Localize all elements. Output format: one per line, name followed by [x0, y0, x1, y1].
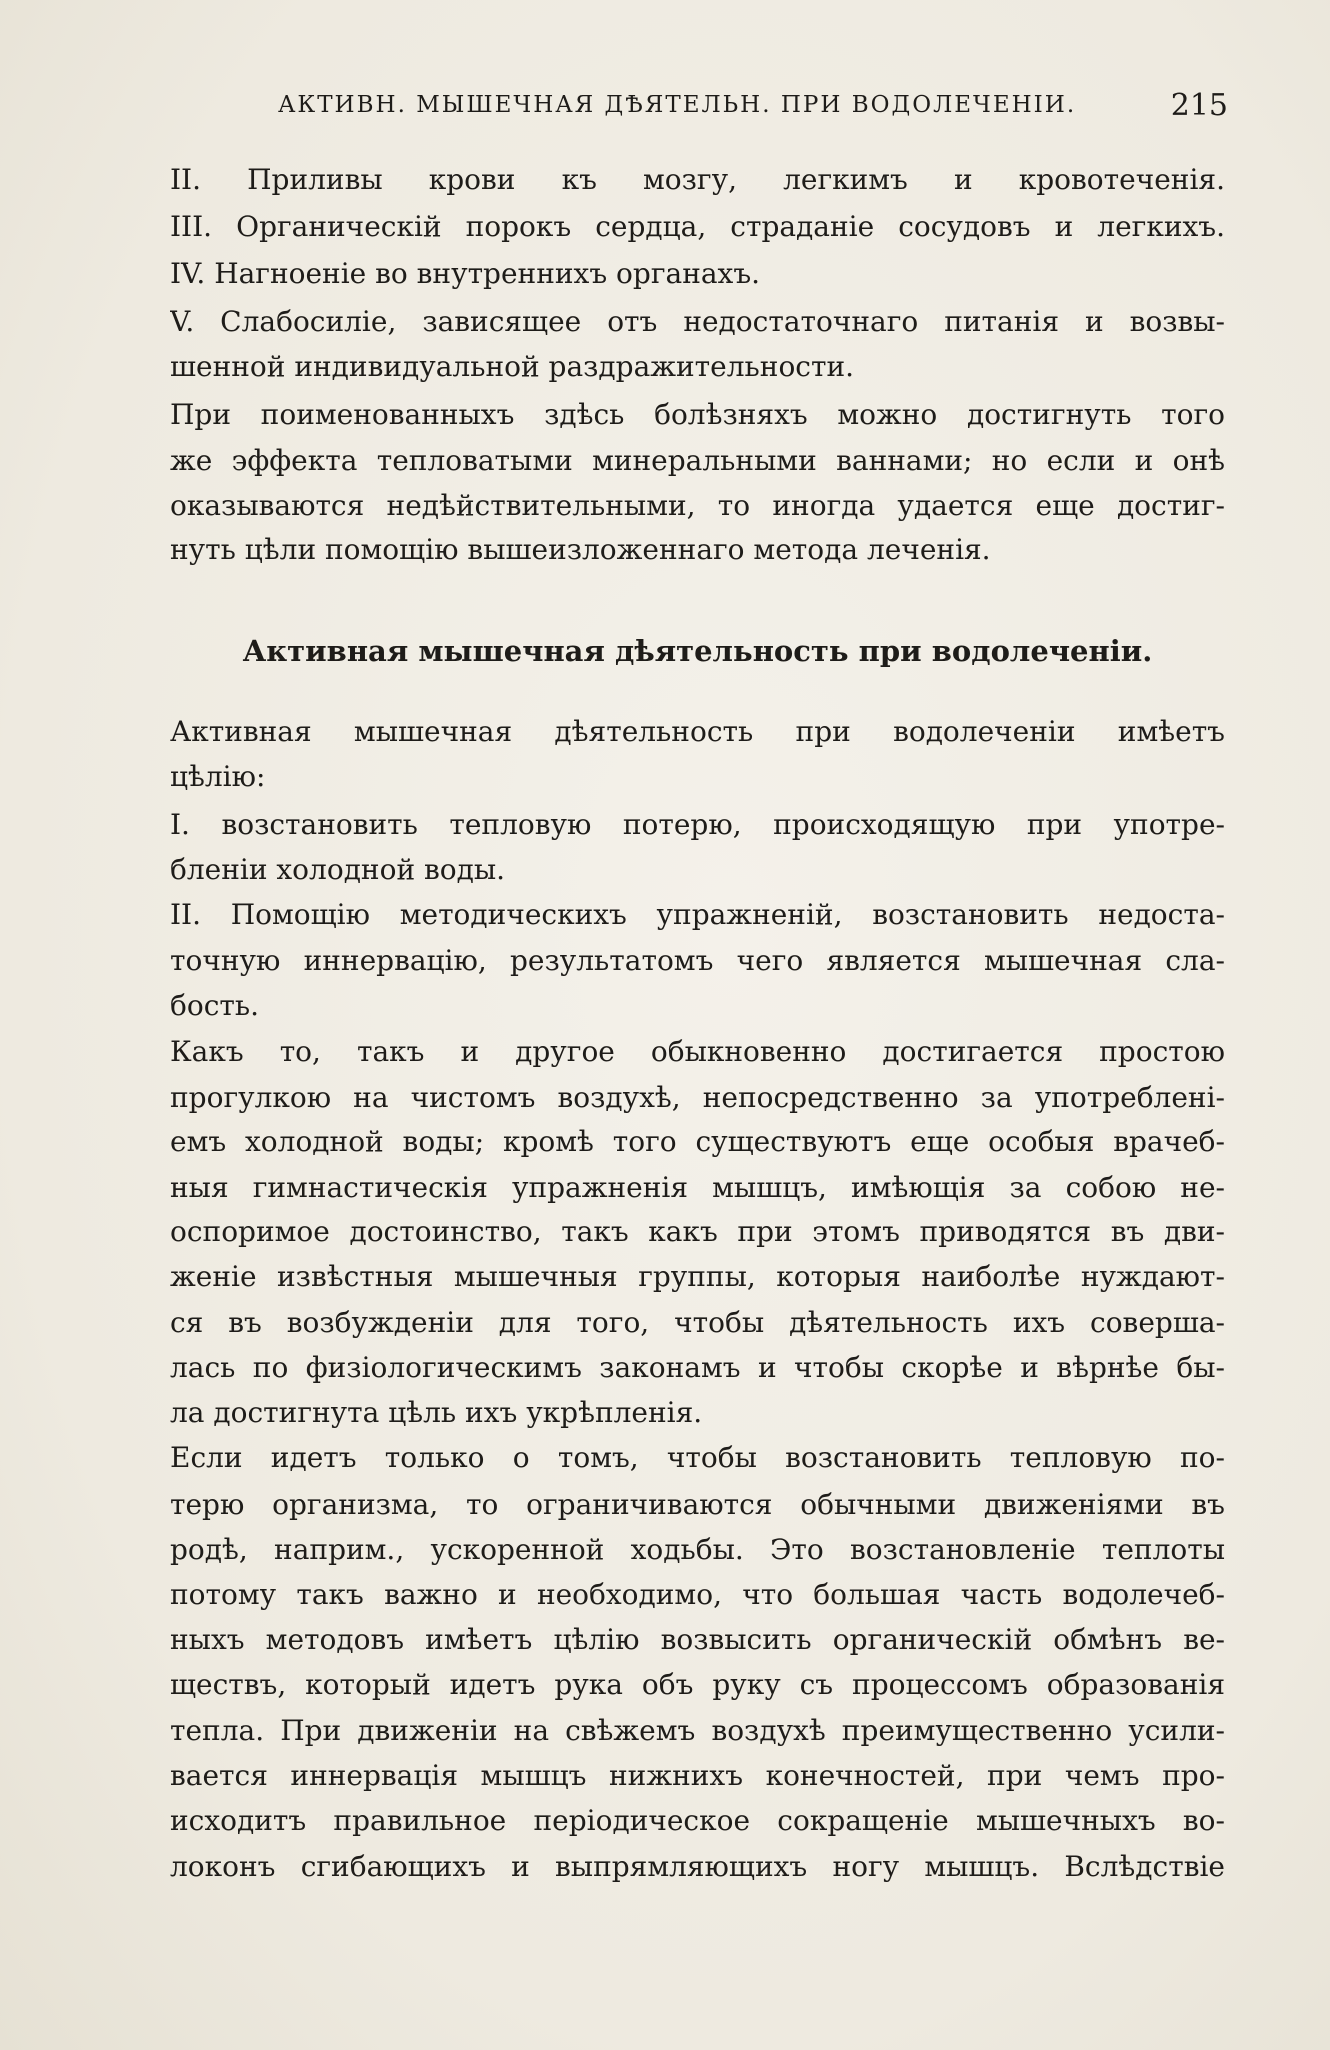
text-line: шенной индивидуальной раздражительности. [170, 350, 855, 383]
text-line: женіе извѣстныя мышечныя группы, которыя наиболѣе нуждают- [170, 1260, 1225, 1293]
text-line: бленіи холодной воды. [170, 853, 506, 886]
text-line: бость. [170, 989, 260, 1022]
text-line: оспоримое достоинство, такъ какъ при этомъ приводятся въ дви- [170, 1215, 1225, 1248]
text-line: При поименованныхъ здѣсь болѣзняхъ можно достигнуть того [170, 398, 1225, 431]
text-line: локонъ сгибающихъ и выпрямляющихъ ногу мышцъ. Вслѣдствіе [170, 1850, 1225, 1883]
running-head [170, 88, 1228, 128]
text-line: Активная мышечная дѣятельность при водолеченіи имѣетъ [170, 715, 1225, 748]
text-line: ся въ возбужденіи для того, чтобы дѣятельность ихъ соверша- [170, 1306, 1225, 1339]
text-line: I. возстановить тепловую потерю, происходящую при употре- [170, 808, 1225, 841]
text-line: нуть цѣли помощію вышеизложеннаго метода леченія. [170, 533, 991, 566]
text-line: тепла. При движеніи на свѣжемъ воздухѣ преимущественно усили- [170, 1714, 1225, 1747]
text-line: терю организма, то ограничиваются обычными движеніями въ [170, 1488, 1225, 1521]
text-line: оказываются недѣйствительными, то иногда удается еще достиг- [170, 489, 1225, 522]
section-heading: Активная мышечная дѣятельность при водолеченіи. [242, 634, 1153, 668]
text-line: потому такъ важно и необходимо, что большая часть водолечеб- [170, 1578, 1225, 1611]
text-line: родѣ, наприм., ускоренной ходьбы. Это возстановленіе теплоты [170, 1533, 1225, 1566]
text-line: же эффекта тепловатыми минеральными ваннами; но если и онѣ [170, 444, 1225, 477]
text-line: IV. Нагноеніе во внутреннихъ органахъ. [170, 257, 761, 290]
text-line: III. Органическій порокъ сердца, страданіе сосудовъ и легкихъ. [170, 210, 1225, 243]
text-line: исходитъ правильное періодическое сокращеніе мышечныхъ во- [170, 1804, 1225, 1837]
text-line: прогулкою на чистомъ воздухѣ, непосредственно за употреблені- [170, 1081, 1225, 1114]
text-line: V. Слабосиліе, зависящее отъ недостаточнаго питанія и возвы- [170, 305, 1225, 338]
text-line: Если идетъ только о томъ, чтобы возстановить тепловую по- [170, 1441, 1225, 1474]
text-line: точную иннервацію, результатомъ чего является мышечная сла- [170, 944, 1225, 977]
text-line: ныхъ методовъ имѣетъ цѣлію возвысить органическій обмѣнъ ве- [170, 1623, 1225, 1656]
text-line: ществъ, который идетъ рука объ руку съ процессомъ образованія [170, 1668, 1225, 1701]
text-line: вается иннервація мышцъ нижнихъ конечностей, при чемъ про- [170, 1759, 1225, 1792]
text-line: цѣлію: [170, 760, 266, 793]
text-line: II. Помощію методическихъ упражненій, возстановить недоста- [170, 898, 1225, 931]
text-line: емъ холодной воды; кромѣ того существуютъ еще особыя врачеб- [170, 1125, 1225, 1158]
running-title: АКТИВН. МЫШЕЧНАЯ ДѢЯТЕЛЬН. ПРИ ВОДОЛЕЧЕНІИ. [278, 92, 1077, 118]
text-line: лась по физіологическимъ законамъ и чтобы скорѣе и вѣрнѣе бы- [170, 1351, 1225, 1384]
text-line: ла достигнута цѣль ихъ укрѣпленія. [170, 1396, 703, 1429]
page-number: 215 [1170, 88, 1228, 123]
text-line: Какъ то, такъ и другое обыкновенно достигается простою [170, 1035, 1225, 1068]
text-line: ныя гимнастическія упражненія мышцъ, имѣющія за собою не- [170, 1171, 1225, 1204]
text-line: II. Приливы крови къ мозгу, легкимъ и кровотеченія. [170, 163, 1225, 196]
